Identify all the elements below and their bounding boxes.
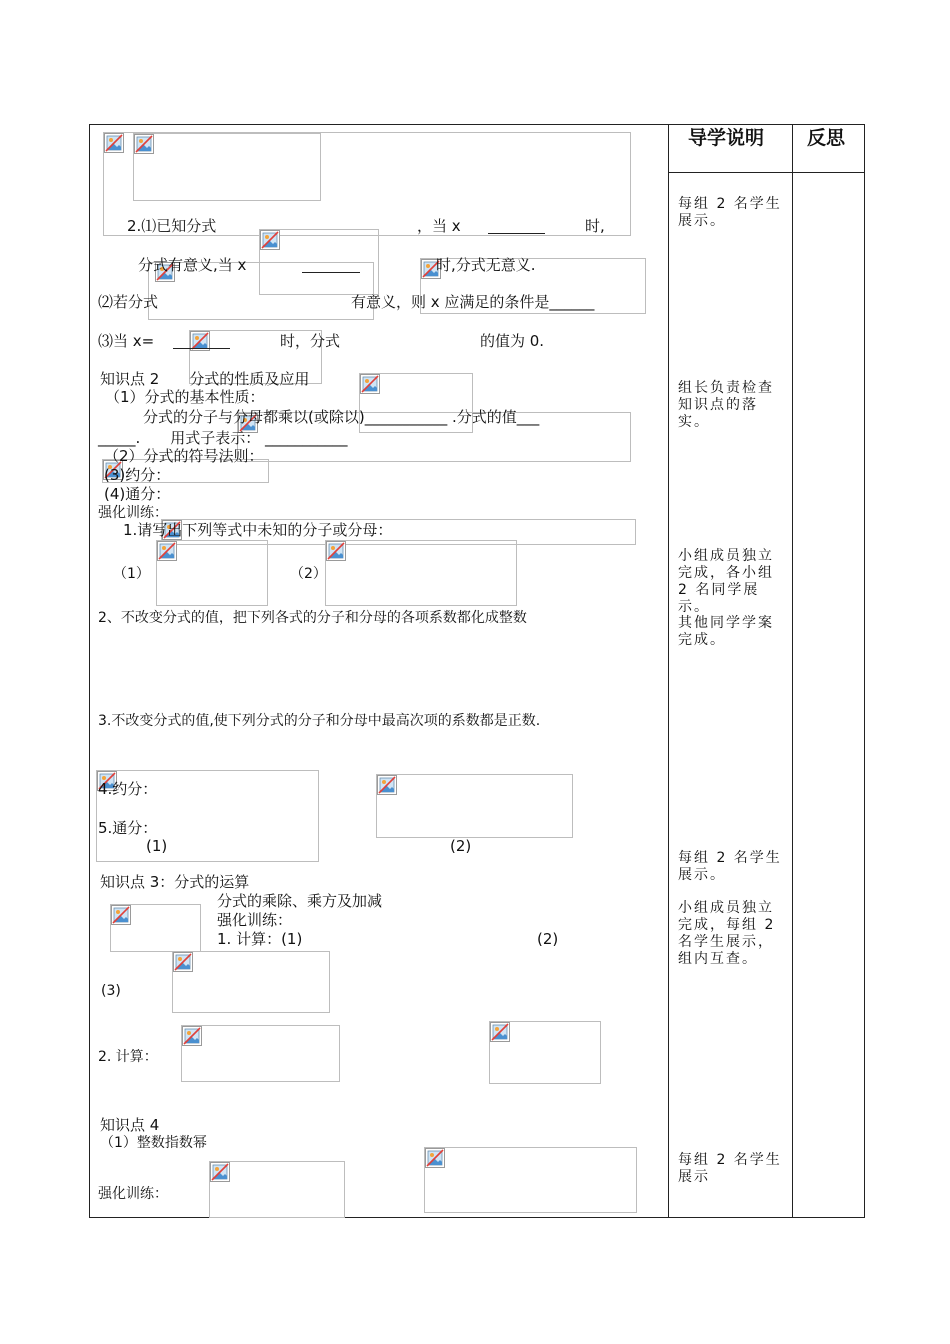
broken-image-icon (134, 134, 154, 154)
kp3-drill: 强化训练： (217, 911, 293, 929)
drill-2: 2、不改变分式的值，把下列各式的分子和分母的各项系数都化成整数 (98, 610, 527, 626)
kp2-formula-text: _____. 用式子表示： ___________ (98, 429, 348, 447)
kp4-title: 知识点 4 (100, 1116, 160, 1134)
broken-image-icon (173, 952, 193, 972)
kp3-calc-3: (3) (101, 983, 121, 999)
kp3-subtitle: 分式的乘除、乘方及加减 (217, 892, 383, 910)
header-row-divider (668, 172, 865, 173)
broken-image-icon (210, 1162, 230, 1182)
drill-5-part1: (1) (146, 837, 168, 855)
drill-1: 1.请写出下列等式中未知的分子或分母： (123, 521, 393, 539)
column-divider-2 (792, 124, 793, 1218)
q2-3-fraction: 时，分式 (280, 332, 341, 350)
broken-image-icon (111, 905, 131, 925)
q2-1-time: 时, (585, 217, 605, 235)
drill-5: 5.通分： (98, 819, 158, 837)
answer-blank (173, 336, 230, 349)
kp2-basic-property: （1）分式的基本性质： (105, 388, 265, 406)
kp3-calc-1: 1. 计算：(1) (217, 930, 303, 948)
q2-2-condition: 有意义，则 x 应满足的条件是______ (351, 293, 595, 311)
broken-image-icon (260, 230, 280, 250)
drill-label: 强化训练： (98, 505, 168, 521)
answer-blank (302, 260, 360, 273)
broken-image-icon (157, 541, 177, 561)
broken-image-icon (360, 374, 380, 394)
image-placeholder (172, 951, 330, 1013)
broken-image-icon (104, 133, 124, 153)
image-placeholder (424, 1147, 637, 1213)
kp2-sign-rule: （2）分式的符号法则： (104, 447, 264, 465)
kp4-drill: 强化训练： (98, 1186, 168, 1202)
image-placeholder (181, 1025, 340, 1082)
q2-1-when-x: ，当 x (417, 217, 461, 235)
q2-2-prefix: ⑵若分式 (98, 293, 159, 311)
broken-image-icon (490, 1022, 510, 1042)
kp4-integer-exponent: （1）整数指数幂 (100, 1135, 207, 1151)
kp2-common-denominator: (4)通分： (104, 485, 171, 503)
image-placeholder (133, 133, 321, 201)
kp3-title: 知识点 3：分式的运算 (100, 873, 250, 891)
table-bottom-border (89, 1217, 865, 1218)
header-reflect: 反思 (807, 127, 846, 149)
guide-note-2: 组长负责检查知识点的落实。 (678, 380, 774, 430)
q2-1-prefix: 2.⑴已知分式 (127, 217, 217, 235)
guide-note-3a: 小组成员独立完成，各小组 2 名同学展示。 (678, 548, 774, 615)
guide-note-5: 小组成员独立完成，每组 2 名学生展示，组内互查。 (678, 900, 776, 967)
header-guide: 导学说明 (688, 127, 765, 149)
column-divider-1 (668, 124, 669, 1218)
drill-4: 4.约分： (98, 780, 158, 798)
kp2-reduce: (3)约分： (104, 466, 171, 484)
q2-3-value: 的值为 0. (480, 332, 545, 350)
kp2-property-text: 分式的分子与分母都乘以(或除以)___________ .分式的值___ (143, 408, 540, 426)
kp2-title: 知识点 2 分式的性质及应用 (100, 370, 310, 388)
broken-image-icon (377, 775, 397, 795)
guide-note-4: 每组 2 名学生展示。 (678, 850, 782, 883)
guide-note-1: 每组 2 名学生展示。 (678, 196, 782, 229)
guide-note-6: 每组 2 名学生展示 (678, 1152, 782, 1185)
kp3-calc-1b: (2) (537, 930, 559, 948)
table-top-border (89, 124, 865, 125)
broken-image-icon (182, 1026, 202, 1046)
broken-image-icon (326, 541, 346, 561)
image-placeholder (376, 774, 573, 838)
drill-3: 3.不改变分式的值,使下列分式的分子和分母中最高次项的系数都是正数. (98, 713, 541, 729)
broken-image-icon (425, 1148, 445, 1168)
answer-blank (488, 221, 545, 234)
q2-1-meaningless: 时,分式无意义. (436, 256, 536, 274)
image-placeholder (325, 540, 517, 606)
drill-1-part2: （2） (290, 566, 327, 582)
drill-5-part2: (2) (450, 837, 472, 855)
guide-note-3b: 其他同学学案完成。 (678, 615, 774, 648)
drill-1-part1: （1） (113, 566, 150, 582)
q2-1-meaningful: 分式有意义,当 x (138, 256, 247, 274)
q2-3-prefix: ⑶当 x= (98, 332, 155, 350)
table-right-border (864, 124, 865, 1218)
kp3-calc-2: 2. 计算： (98, 1049, 158, 1065)
table-left-border (89, 124, 90, 1218)
